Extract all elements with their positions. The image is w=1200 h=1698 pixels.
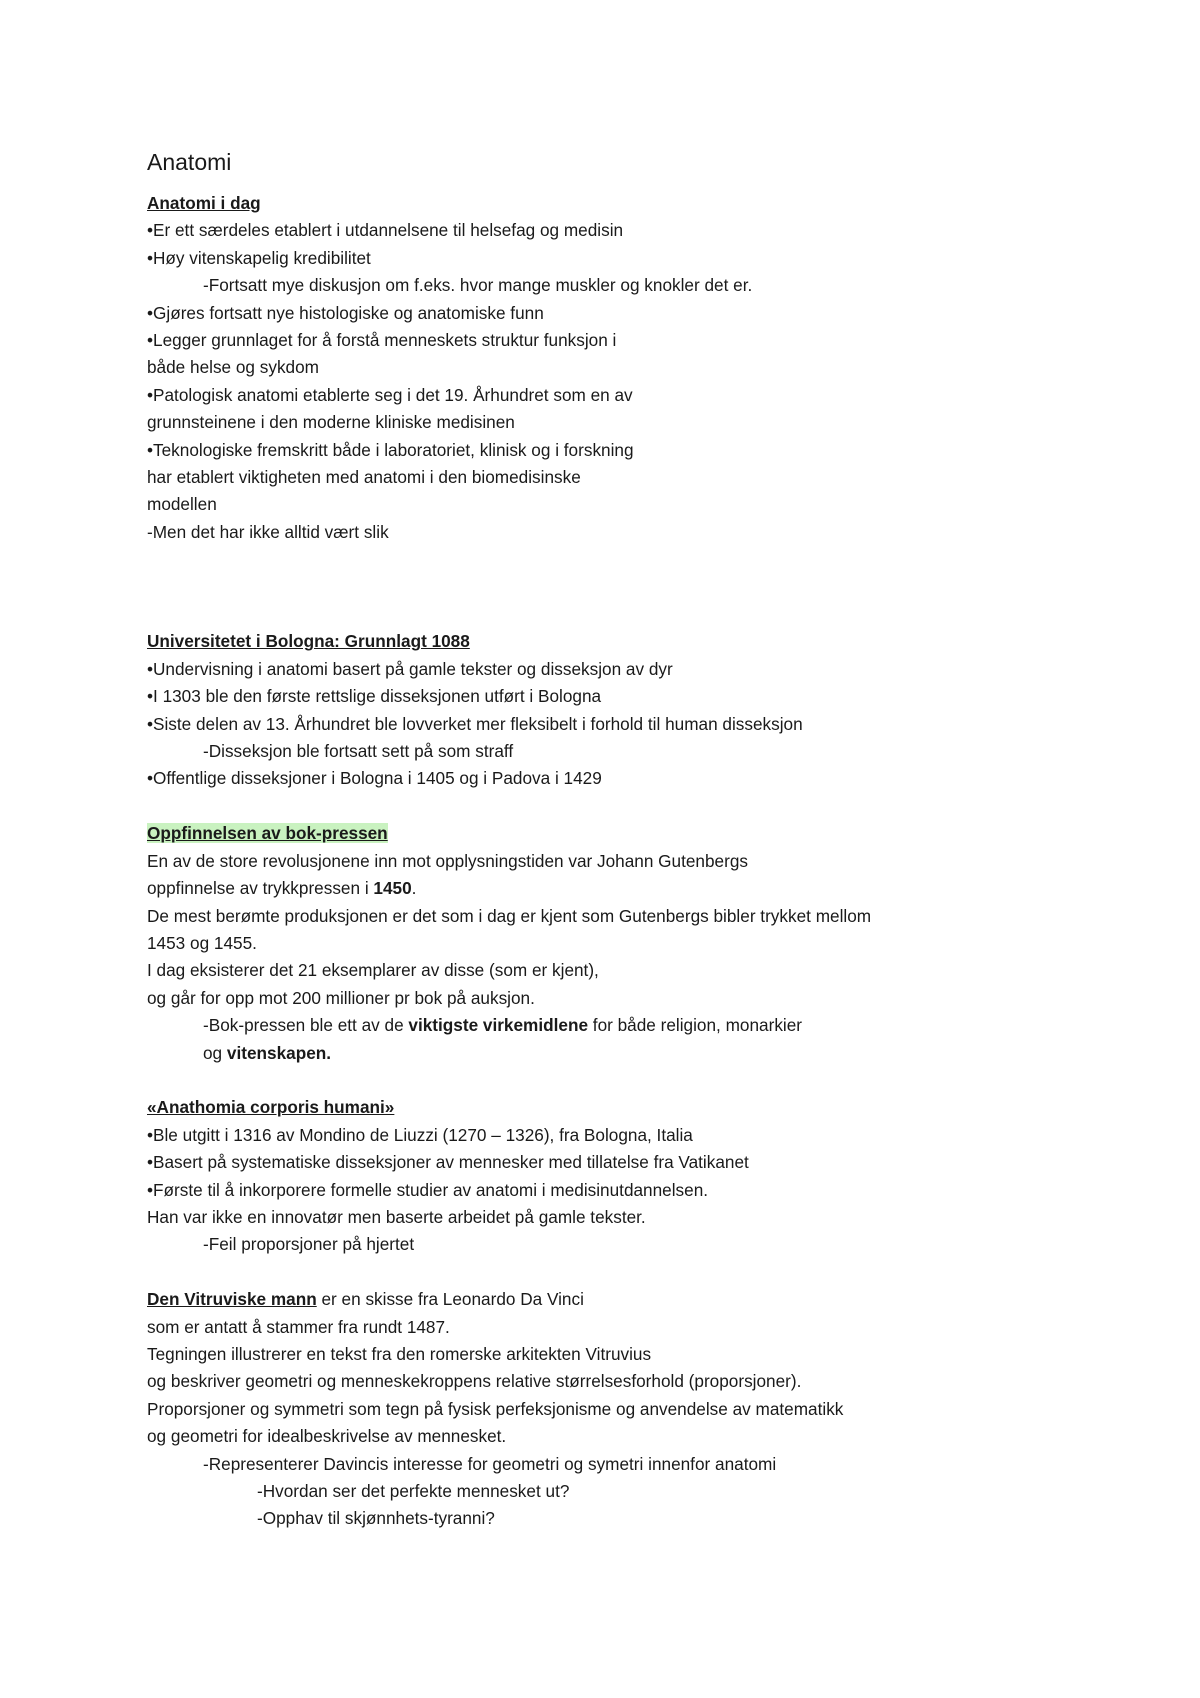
text-line: -Opphav til skjønnhets-tyranni? xyxy=(257,1508,495,1529)
text-line: •Siste delen av 13. Århundret ble lovverket mer fleksibelt i forhold til human disseksjon xyxy=(147,713,803,734)
text-line: •Legger grunnlaget for å forstå menneskets struktur funksjon i xyxy=(147,330,617,351)
text-line: •Offentlige disseksjoner i Bologna i 1405 og i Padova i 1429 xyxy=(147,768,602,789)
text-line: har etablert viktigheten med anatomi i den biomedisinske xyxy=(147,467,581,488)
text-line: -Bok-pressen ble ett av de viktigste virkemidlene for både religion, monarkier xyxy=(203,1015,803,1036)
text-line: -Hvordan ser det perfekte mennesket ut? xyxy=(257,1481,570,1501)
document-page xyxy=(147,148,1107,1533)
text-line: •Teknologiske fremskritt både i laboratoriet, klinisk og i forskning xyxy=(147,439,634,460)
text-line: 1453 og 1455. xyxy=(147,932,257,953)
text-line: og beskriver geometri og menneskekroppens relative størrelsesforhold (proporsjoner). xyxy=(147,1371,802,1392)
text-line: De mest berømte produksjonen er det som i dag er kjent som Gutenbergs bibler trykket mellom xyxy=(147,905,872,926)
text-line: og går for opp mot 200 millioner pr bok på auksjon. xyxy=(147,987,535,1008)
text-line: -Representerer Davincis interesse for geometri og symetri innenfor anatomi xyxy=(203,1453,777,1474)
text-line: •Høy vitenskapelig kredibilitet xyxy=(147,247,371,268)
text-line: som er antatt å stammer fra rundt 1487. xyxy=(147,1316,450,1337)
text-line: •Patologisk anatomi etablerte seg i det 19. Århundret som en av xyxy=(147,384,633,405)
text-line: •Basert på systematiske disseksjoner av mennesker med tillatelse fra Vatikanet xyxy=(147,1152,749,1173)
text-line: -Fortsatt mye diskusjon om f.eks. hvor mange muskler og knokler det er. xyxy=(203,275,753,296)
text-line: oppfinnelse av trykkpressen i 1450. xyxy=(147,878,417,899)
text-line: og vitenskapen. xyxy=(203,1042,332,1063)
text-line: Han var ikke en innovatør men baserte arbeidet på gamle tekster. xyxy=(147,1206,646,1227)
text-line: •Undervisning i anatomi basert på gamle tekster og disseksjon av dyr xyxy=(147,658,673,679)
section-heading-anathomia: «Anathomia corporis humani» xyxy=(147,1097,395,1118)
text-line: •Er ett særdeles etablert i utdannelsene til helsefag og medisin xyxy=(147,220,624,241)
text-line: En av de store revolusjonene inn mot opplysningstiden var Johann Gutenbergs xyxy=(147,850,748,871)
text-line: både helse og sykdom xyxy=(147,357,319,378)
text-line: Tegningen illustrerer en tekst fra den romerske arkitekten Vitruvius xyxy=(147,1343,652,1364)
text-line: Den Vitruviske mann er en skisse fra Leonardo Da Vinci xyxy=(147,1289,584,1310)
section-heading-bok-pressen: Oppfinnelsen av bok-pressen xyxy=(147,823,388,844)
text-line: •Gjøres fortsatt nye histologiske og anatomiske funn xyxy=(147,302,544,323)
section-heading-bologna: Universitetet i Bologna: Grunnlagt 1088 xyxy=(147,631,470,652)
text-line: •I 1303 ble den første rettslige disseksjonen utført i Bologna xyxy=(147,686,602,707)
text-line: -Feil proporsjoner på hjertet xyxy=(203,1234,415,1255)
text-line: og geometri for idealbeskrivelse av mennesket. xyxy=(147,1426,507,1447)
text-line: grunnsteinene i den moderne kliniske medisinen xyxy=(147,412,515,433)
text-line: •Første til å inkorporere formelle studier av anatomi i medisinutdannelsen. xyxy=(147,1179,709,1200)
text-line: Proporsjoner og symmetri som tegn på fysisk perfeksjonisme og anvendelse av matematikk xyxy=(147,1398,844,1419)
section-heading-anatomi-i-dag: Anatomi i dag xyxy=(147,193,261,213)
page-title: Anatomi xyxy=(147,149,232,175)
section-heading-vitruviske-mann: Den Vitruviske mann xyxy=(147,1289,317,1310)
text-line: -Men det har ikke alltid vært slik xyxy=(147,521,389,542)
text-line: •Ble utgitt i 1316 av Mondino de Liuzzi (1270 – 1326), fra Bologna, Italia xyxy=(147,1124,693,1145)
text-line: modellen xyxy=(147,494,217,515)
text-line: I dag eksisterer det 21 eksemplarer av disse (som er kjent), xyxy=(147,960,599,981)
text-line: -Disseksjon ble fortsatt sett på som straff xyxy=(203,741,514,762)
